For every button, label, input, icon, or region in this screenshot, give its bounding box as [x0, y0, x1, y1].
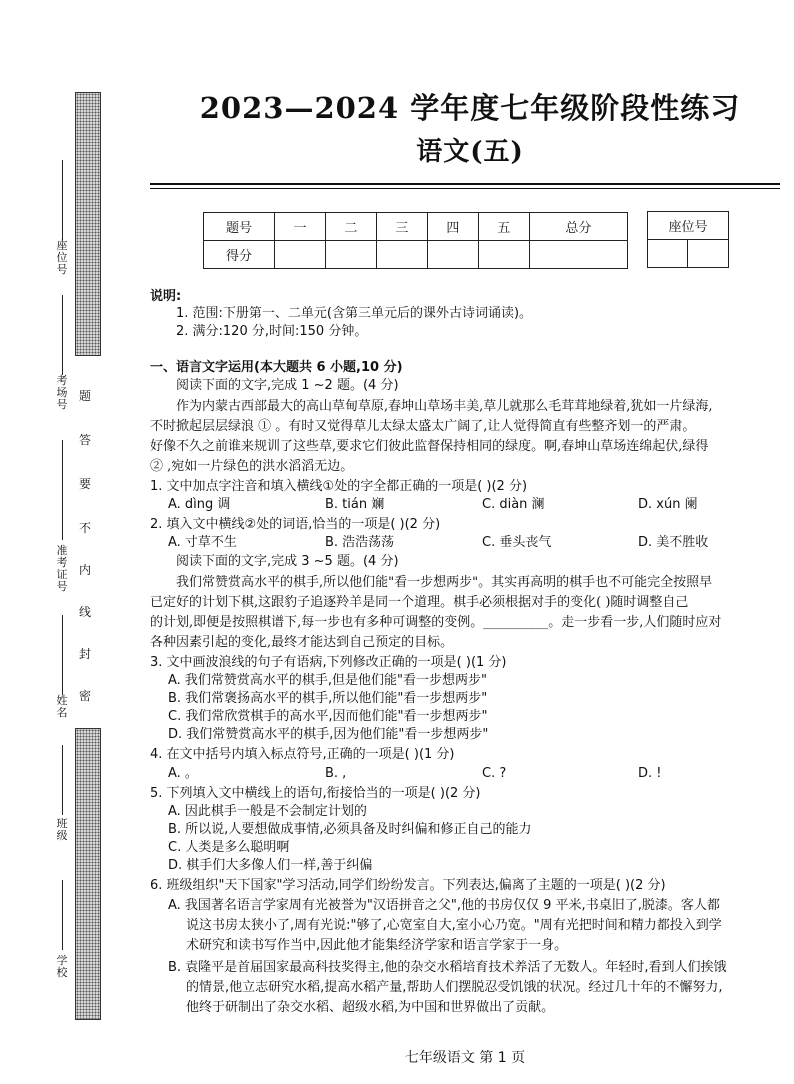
option[interactable]: A. 我们常赞赏高水平的棋手,但是他们能"看一步想两步": [168, 673, 488, 688]
question-3: 3. 文中画波浪线的句子有语病,下列修改正确的一项是( )(1 分): [150, 655, 507, 670]
name-label: 姓 名: [56, 694, 68, 719]
seal-line-text: [75, 354, 99, 728]
option[interactable]: A. dìng 调: [168, 497, 231, 512]
passage-line: 的计划,即便是按照棋谱下,每一步也有多种可调整的变例。__________。走一步看一步,人们随时应对: [150, 615, 722, 630]
option[interactable]: D. 美不胜收: [638, 535, 709, 550]
seat-cell[interactable]: [648, 240, 688, 268]
passage-line: 各种因素引起的变化,最终才能达到自己预定的目标。: [150, 635, 454, 650]
score-row-label: 得分: [204, 241, 275, 269]
option[interactable]: C. 垂头丧气: [482, 535, 552, 550]
option[interactable]: C. diàn 澜: [482, 497, 545, 512]
seal-char: 内: [79, 563, 92, 577]
score-header-cell: 三: [376, 213, 427, 241]
option-line: 术研究和读书写作当中,因此他才能集经济学家和语言学家于一身。: [186, 938, 568, 953]
seat-table: [647, 211, 729, 268]
seat-cell[interactable]: [688, 240, 729, 268]
page-subtitle: 语文(五): [416, 137, 524, 167]
name-line: [62, 615, 63, 695]
reading-intro: 阅读下面的文字,完成 3 ~5 题。(4 分): [176, 554, 399, 569]
seal-char: 答: [79, 433, 92, 447]
passage-line: ② ,宛如一片绿色的洪水滔滔无边。: [150, 459, 354, 474]
option-line: 他终于研制出了杂交水稻、超级水稻,为中国和世界做出了贡献。: [186, 1000, 555, 1015]
score-header-cell: 五: [478, 213, 529, 241]
seal-char: 题: [79, 389, 92, 403]
score-cell[interactable]: [478, 241, 529, 269]
reading-intro: 阅读下面的文字,完成 1 ~2 题。(4 分): [176, 378, 399, 393]
school-label: 学 校: [56, 954, 68, 979]
option[interactable]: B. 我们常褒扬高水平的棋手,所以他们能"看一步想两步": [168, 691, 488, 706]
ticket-line: [62, 440, 63, 540]
question-6: 6. 班级组织"天下国家"学习活动,同学们纷纷发言。下列表达,偏离了主题的一项是( )(2 分): [150, 878, 666, 893]
option[interactable]: A. 。: [168, 766, 198, 781]
score-table: [203, 212, 628, 269]
section-heading: 一、语言文字运用(本大题共 6 小题,10 分): [150, 360, 403, 375]
option-line[interactable]: B. 袁隆平是首届国家最高科技奖得主,他的杂交水稻培育技术养活了无数人。年轻时,看到人们挨饿: [168, 960, 727, 975]
seat-header: 座位号: [648, 212, 729, 240]
class-label: 班 级: [56, 817, 68, 842]
option[interactable]: D. xún 阑: [638, 497, 698, 512]
option[interactable]: C. 人类是多么聪明啊: [168, 840, 290, 855]
option-line[interactable]: A. 我国著名语言学家周有光被誉为"汉语拼音之父",他的书房仅仅 9 平米,书桌旧了,脱漆。客人都: [168, 898, 720, 913]
option[interactable]: B. 所以说,人要想做成事情,必须具备及时纠偏和修正自己的能力: [168, 822, 532, 837]
notes-item: 1. 范围:下册第一、二单元(含第三单元后的课外古诗词诵读)。: [176, 306, 533, 321]
option[interactable]: B. 浩浩荡荡: [325, 535, 395, 550]
seat-number-label: 座 位 号: [56, 239, 68, 276]
option[interactable]: D. !: [638, 766, 662, 781]
header-rule: [150, 183, 780, 185]
seal-char: 密: [79, 689, 92, 703]
option[interactable]: B. ,: [325, 766, 347, 781]
passage-line: 我们常赞赏高水平的棋手,所以他们能"看一步想两步"。其实再高明的棋手也不可能完全按照早: [176, 575, 713, 590]
ticket-number-label: 准 考 证 号: [56, 544, 68, 593]
question-2: 2. 填入文中横线②处的词语,恰当的一项是( )(2 分): [150, 517, 441, 532]
score-header-cell: 二: [325, 213, 376, 241]
question-5: 5. 下列填入文中横线上的语句,衔接恰当的一项是( )(2 分): [150, 786, 481, 801]
page-title: 2023—2024 学年度七年级阶段性练习: [199, 91, 741, 125]
class-line: [62, 745, 63, 815]
option[interactable]: A. 因此棋手一般是不会制定计划的: [168, 804, 367, 819]
option[interactable]: C. 我们常欣赏棋手的高水平,因而他们能"看一步想两步": [168, 709, 488, 724]
binding-strip-top: [75, 92, 101, 356]
seal-char: 线: [79, 605, 92, 619]
exam-room-label: 考 场 号: [56, 374, 68, 411]
passage-line: 已定好的计划下棋,这跟豹子追逐羚羊是同一个道理。棋手必须根据对手的变化( )随时调整自己: [150, 595, 689, 610]
passage-line: 不时掀起层层绿浪 ① 。有时又觉得草儿太绿太盛太广阔了,让人觉得简直有些整齐划一的严肃。: [150, 419, 696, 434]
score-header-cell: 四: [427, 213, 478, 241]
score-cell[interactable]: [529, 241, 627, 269]
exam-room-line: [62, 295, 63, 375]
option[interactable]: C. ?: [482, 766, 507, 781]
option[interactable]: D. 棋手们大多像人们一样,善于纠偏: [168, 858, 373, 873]
score-header-cell: 总分: [529, 213, 627, 241]
seat-line: [62, 160, 63, 240]
passage-line: 好像不久之前谁来规训了这些草,要求它们彼此监督保持相同的绿度。啊,春坤山草场连绵起伏,绿得: [150, 439, 709, 454]
option-line: 说这书房太狭小了,周有光说:"够了,心宽室自大,室小心乃宽。"周有光把时间和精力都投入到学: [186, 918, 722, 933]
question-4: 4. 在文中括号内填入标点符号,正确的一项是( )(1 分): [150, 747, 455, 762]
question-1: 1. 文中加点字注音和填入横线①处的字全都正确的一项是( )(2 分): [150, 479, 528, 494]
seal-char: 封: [79, 647, 92, 661]
seal-char: 不: [79, 521, 92, 535]
option-line: 的情景,他立志研究水稻,提高水稻产量,帮助人们摆脱忍受饥饿的状况。经过几十年的不懈努力,: [186, 980, 723, 995]
score-cell[interactable]: [325, 241, 376, 269]
score-cell[interactable]: [275, 241, 326, 269]
page-footer: 七年级语文 第 1 页: [404, 1050, 526, 1066]
seal-char: 要: [79, 477, 92, 491]
score-header-cell: 题号: [204, 213, 275, 241]
option[interactable]: A. 寸草不生: [168, 535, 237, 550]
score-header-cell: 一: [275, 213, 326, 241]
option[interactable]: B. tián 斓: [325, 497, 385, 512]
passage-line: 作为内蒙古西部最大的高山草甸草原,春坤山草场丰美,草儿就那么毛茸茸地绿着,犹如一片绿海,: [176, 399, 713, 414]
header-rule-thin: [150, 188, 780, 189]
score-cell[interactable]: [427, 241, 478, 269]
school-line: [62, 880, 63, 950]
binding-strip-bottom: [75, 728, 101, 1020]
option[interactable]: D. 我们常赞赏高水平的棋手,因为他们能"看一步想两步": [168, 727, 489, 742]
score-cell[interactable]: [376, 241, 427, 269]
notes-item: 2. 满分:120 分,时间:150 分钟。: [176, 324, 368, 339]
notes-heading: 说明:: [150, 289, 182, 304]
